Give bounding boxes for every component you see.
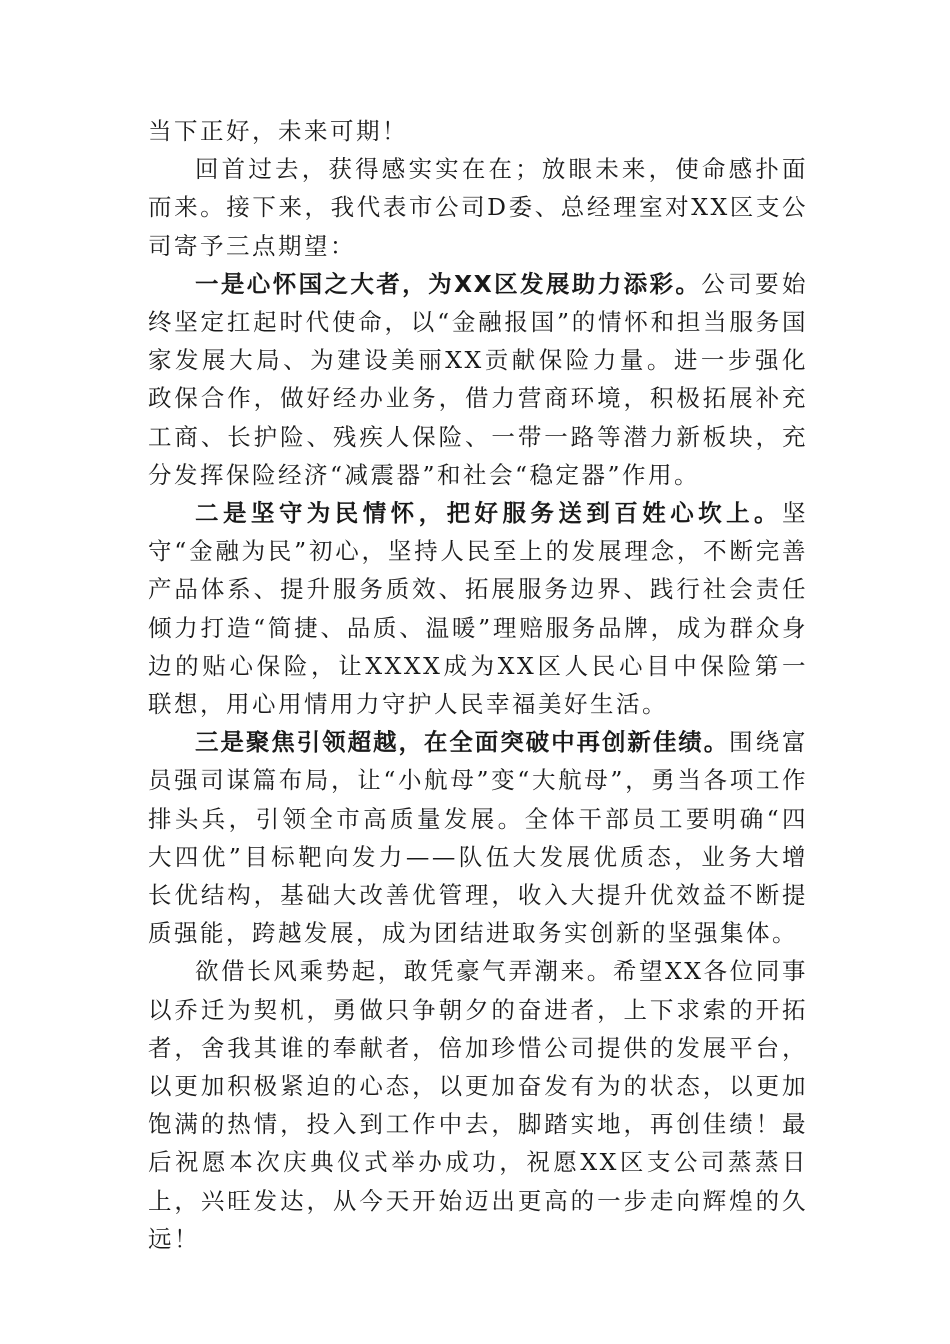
document-body xyxy=(148,112,808,1258)
paragraph-text: 回首过去，获得感实实在在；放眼未来，使命感扑面而来。接下来，我代表市公司D委、总经理室对XX区支公司寄予三点期望： xyxy=(148,155,808,260)
paragraph-text: 坚守“金融为民”初心，坚持人民至上的发展理念，不断完善产品体系、提升服务质效、拓展服务边界、践行社会责任倾力打造“简捷、品质、温暖”理赔服务品牌，成为群众身边的贴心保险，让XXXX成为XX区人民心目中保险第一联想，用心用情用力守护人民幸福美好生活。 xyxy=(148,499,808,719)
paragraph-text: 围绕富员强司谋篇布局，让“小航母”变“大航母”，勇当各项工作排头兵，引领全市高质量发展。全体干部员工要明确“四大四优”目标靶向发力——队伍大发展优质态，业务大增长优结构，基础大改善优管理，收入大提升优效益不断提质强能，跨越发展，成为团结进取务实创新的坚强集体。 xyxy=(148,728,809,948)
paragraph-lead-heading: 一是心怀国之大者，为XX区发展助力添彩。 xyxy=(195,269,702,298)
paragraph-closing-wishes xyxy=(148,952,808,1258)
paragraph-expectation-two xyxy=(148,494,808,723)
paragraph-text: 欲借长风乘势起，敢凭豪气弄潮来。希望XX各位同事以乔迁为契机，勇做只争朝夕的奋进者，上下求索的开拓者，舍我其谁的奉献者，倍加珍惜公司提供的发展平台，以更加积极紧迫的心态，以更加奋发有为的状态，以更加饱满的热情，投入到工作中去，脚踏实地，再创佳绩！最后祝愿本次庆典仪式举办成功，祝愿XX区支公司蒸蒸日上，兴旺发达，从今天开始迈出更高的一步走向辉煌的久远！ xyxy=(148,957,808,1253)
paragraph-lead-heading: 三是聚焦引领超越，在全面突破中再创新佳绩。 xyxy=(195,728,730,757)
paragraph-review-and-outlook xyxy=(148,150,808,265)
paragraph-expectation-three xyxy=(148,723,808,952)
paragraph-expectation-one xyxy=(148,265,808,494)
paragraph-text: 公司要始终坚定扛起时代使命，以“金融报国”的情怀和担当服务国家发展大局、为建设美丽XX贡献保险力量。进一步强化政保合作，做好经办业务，借力营商环境，积极拓展补充工商、长护险、残疾人保险、一带一路等潜力新板块，充分发挥保险经济“减震器”和社会“稳定器”作用。 xyxy=(148,269,808,489)
paragraph-lead-heading: 二是坚守为民情怀，把好服务送到百姓心坎上。 xyxy=(195,499,782,528)
paragraph-opening-line xyxy=(148,112,808,150)
paragraph-text: 当下正好，未来可期！ xyxy=(148,117,408,145)
